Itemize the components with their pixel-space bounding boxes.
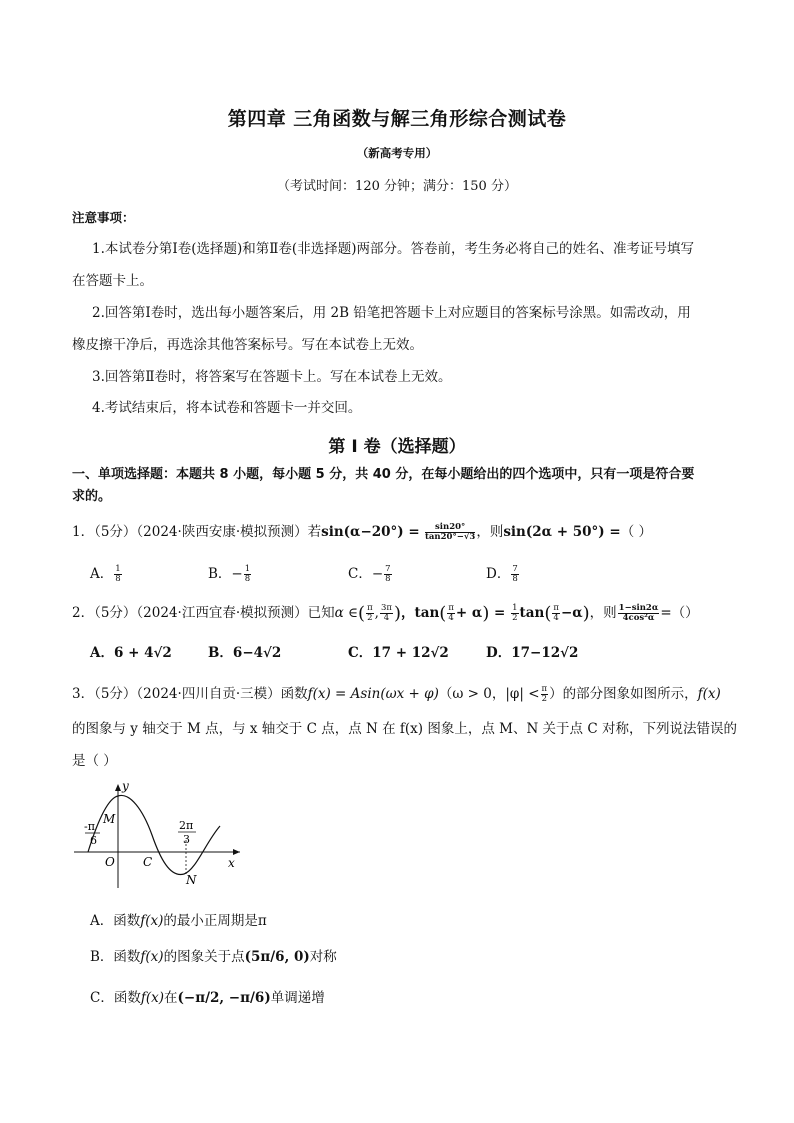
option-text: 的最小正周期是π xyxy=(163,913,267,929)
notice-item-2-line2: 橡皮擦干净后，再选涂其他答案标号。写在本试卷上无效。 xyxy=(72,337,423,353)
q2-paren: ( xyxy=(544,603,552,624)
q2-prefix: 2．（5分）（2024·江西宜春·模拟预测）已知 xyxy=(72,605,335,621)
section-title: 第 I 卷（选择题） xyxy=(328,437,466,457)
q1-suffix: （ ） xyxy=(620,524,652,540)
two-pi-label: 2π xyxy=(179,819,194,832)
q1-ask: sin(2α + 50°) = xyxy=(503,524,621,540)
option-fx: f(x) xyxy=(140,990,164,1006)
q3-func: f(x) = Asin(ωx + φ) xyxy=(307,686,439,702)
option-fraction xyxy=(511,565,518,584)
q3-fx: f(x) xyxy=(697,686,721,702)
q1-option-d[interactable] xyxy=(486,562,520,584)
q3-line1-b: （ω > 0，|φ| < xyxy=(438,686,540,702)
notice-item-4: 4.考试结束后，将本试卷和答题卡一并交回。 xyxy=(92,400,362,416)
q1-fraction xyxy=(425,523,475,542)
question-3-line2: 的图象与 y 轴交于 M 点，与 x 轴交于 C 点，点 N 在 f(x) 图象上，点 M、N 关于点 C 对称，下列说法错误的 xyxy=(72,721,737,737)
frac-num: 1 xyxy=(244,564,251,574)
option-text: 在 xyxy=(164,990,178,1006)
q3-pi2 xyxy=(541,685,549,704)
q3-graph xyxy=(68,780,248,892)
q2-int-b xyxy=(380,604,393,623)
q2-pi4b xyxy=(552,604,560,623)
option-text: 函数 xyxy=(113,913,141,929)
frac-num: 1 xyxy=(115,564,121,574)
frac-den: 2 xyxy=(541,694,548,704)
q2-option-d[interactable] xyxy=(486,641,578,661)
option-fx: f(x) xyxy=(140,913,164,929)
q2-paren-close: ) xyxy=(393,603,401,624)
question-3-line1 xyxy=(72,682,721,704)
q3-option-c[interactable] xyxy=(90,986,325,1006)
option-label: D． xyxy=(486,645,512,661)
q2-paren-open: ( xyxy=(358,603,366,624)
frac-num: π xyxy=(367,603,373,613)
q2-option-a[interactable] xyxy=(90,641,172,661)
q3-line1-a: 3．（5分）（2024·四川自贡·三模）函数 xyxy=(72,686,308,702)
y-axis-arrow xyxy=(115,784,121,791)
option-text: 函数 xyxy=(113,990,141,1006)
frac-num: π xyxy=(553,603,559,613)
option-fx: f(x) xyxy=(140,949,164,965)
q2-paren: ( xyxy=(439,603,447,624)
notice-item-3: 3.回答第Ⅱ卷时，将答案写在答题卡上。写在本试卷上无效。 xyxy=(92,369,452,385)
frac-num: 3π xyxy=(380,603,392,613)
question-1 xyxy=(72,520,652,542)
option-label: A． xyxy=(90,566,114,582)
q2-suffix: =（） xyxy=(660,605,699,621)
frac-den: 2 xyxy=(512,613,518,623)
neg-pi-label: -π xyxy=(84,820,95,833)
point-c-label: C xyxy=(143,855,153,869)
q2-paren: ) xyxy=(582,603,590,624)
option-sign: − xyxy=(371,566,384,582)
frac-num: 1−sin2α xyxy=(618,603,659,613)
option-label: C． xyxy=(90,990,114,1006)
frac-num: π xyxy=(541,684,548,694)
q1-option-b[interactable] xyxy=(208,562,252,584)
q2-option-b[interactable] xyxy=(208,641,281,661)
exam-time-info: （考试时间：120 分钟；满分：150 分） xyxy=(277,179,517,194)
y-label: y xyxy=(122,780,129,793)
q2-tan2: tan xyxy=(519,605,545,621)
option-text: 17−12√2 xyxy=(511,645,579,661)
q1-option-a[interactable] xyxy=(90,562,123,584)
q3-option-b[interactable] xyxy=(90,945,337,965)
instruction-line2: 求的。 xyxy=(72,489,112,504)
option-text: 单调递增 xyxy=(270,990,325,1006)
option-label: D． xyxy=(486,566,511,582)
x-axis-arrow xyxy=(233,849,240,855)
q1-option-c[interactable] xyxy=(348,562,393,584)
option-fraction xyxy=(114,565,121,584)
q1-prefix: 1．（5分）（2024·陕西安康·模拟预测）若 xyxy=(72,524,322,540)
q2-tan: ，tan xyxy=(400,605,440,621)
option-label: C． xyxy=(348,566,372,582)
question-3-line3: 是（ ） xyxy=(72,753,117,769)
frac-den: 4 xyxy=(448,613,454,623)
frac-num: 7 xyxy=(385,564,391,574)
point-n-label: N xyxy=(186,873,197,887)
page-subtitle: （新高考专用） xyxy=(356,146,438,160)
q2-paren: ) xyxy=(482,603,490,624)
q2-ask-pre: ，则 xyxy=(589,605,617,621)
option-label: B． xyxy=(90,949,114,965)
option-label: A． xyxy=(90,913,114,929)
point-m-label: M xyxy=(103,812,116,826)
q2-half xyxy=(511,604,518,623)
question-2: 2．（5分）（2024·江西宜春·模拟预测）已知α ∈( $\frac{\pi}{2}$ , $\frac{3\pi}{4}$ )，tan( $\frac{\pi}{4}$ + α) = $\frac{1}{2}$ tan( $\frac{\pi}{4}$ −α)，则 $\frac{1-\sin 2\alpha}{\text{4cos²α}}$ =（） xyxy=(72,603,699,624)
option-text: 对称 xyxy=(309,949,337,965)
q2-pi4 xyxy=(447,604,455,623)
q3-line1-c: ）的部分图象如图所示， xyxy=(549,686,698,702)
option-fraction xyxy=(384,565,391,584)
section-instruction xyxy=(72,465,732,485)
frac-den: 4cos²α xyxy=(622,613,655,623)
option-label: B． xyxy=(208,566,232,582)
frac-den: 8 xyxy=(512,574,518,584)
frac-den: 8 xyxy=(244,574,251,584)
option-text: 6 + 4√2 xyxy=(113,645,172,661)
option-text: 17 + 12√2 xyxy=(372,645,449,661)
q1-condition: sin(α−20°) = xyxy=(321,524,420,540)
option-text: 的图象关于点 xyxy=(163,949,245,965)
instruction-line1: 一、单项选择题：本题共 8 小题，每小题 5 分，共 40 分，在每小题给出的四个选项中，只有一项是符合要 xyxy=(72,467,695,482)
q2-minus: −α xyxy=(560,605,583,621)
six-label: 6 xyxy=(90,834,97,847)
notice-heading: 注意事项： xyxy=(72,210,135,225)
three-label: 3 xyxy=(183,833,190,846)
q2-plus: + α xyxy=(455,605,483,621)
frac-den: 2 xyxy=(367,613,373,623)
q2-eq: = xyxy=(489,605,511,621)
option-text: 函数 xyxy=(113,949,141,965)
option-sign: − xyxy=(231,566,243,582)
frac-den: 4 xyxy=(383,613,390,623)
q2-alpha-in: α ∈ xyxy=(334,605,359,621)
option-point: (5π/6, 0) xyxy=(244,949,310,965)
q2-int-a xyxy=(366,604,374,623)
notice-item-1-line2: 在答题卡上。 xyxy=(72,273,153,289)
frac-den: 8 xyxy=(115,574,121,584)
option-label: C． xyxy=(348,645,373,661)
q1-mid: ，则 xyxy=(476,524,504,540)
q2-ask-frac xyxy=(618,604,660,623)
notice-item-1-line1: 1.本试卷分第Ⅰ卷(选择题)和第Ⅱ卷(非选择题)两部分。答卷前，考生务必将自己的姓名、准考证号填写 xyxy=(92,241,694,257)
q3-option-a[interactable] xyxy=(90,909,267,929)
notice-item-2-line1: 2.回答第Ⅰ卷时，选出每小题答案后，用 2B 铅笔把答题卡上对应题目的答案标号涂黑。如需改动，用 xyxy=(92,305,691,321)
q1-frac-den: tan20°−√3 xyxy=(425,532,476,542)
page-title: 第四章 三角函数与解三角形综合测试卷 xyxy=(227,108,567,130)
option-interval: (−π/2, −π/6) xyxy=(177,990,271,1006)
frac-den: 8 xyxy=(385,574,391,584)
x-label: x xyxy=(228,856,235,870)
option-label: A． xyxy=(90,645,114,661)
frac-num: 1 xyxy=(512,603,518,613)
q2-option-c[interactable] xyxy=(348,641,449,661)
frac-den: 4 xyxy=(553,613,559,623)
q1-frac-num: sin20° xyxy=(425,523,475,533)
frac-num: π xyxy=(448,603,454,613)
option-text: 6−4√2 xyxy=(232,645,282,661)
frac-num: 7 xyxy=(512,564,518,574)
option-fraction xyxy=(244,565,251,584)
option-label: B． xyxy=(208,645,233,661)
origin-label: O xyxy=(105,855,115,869)
